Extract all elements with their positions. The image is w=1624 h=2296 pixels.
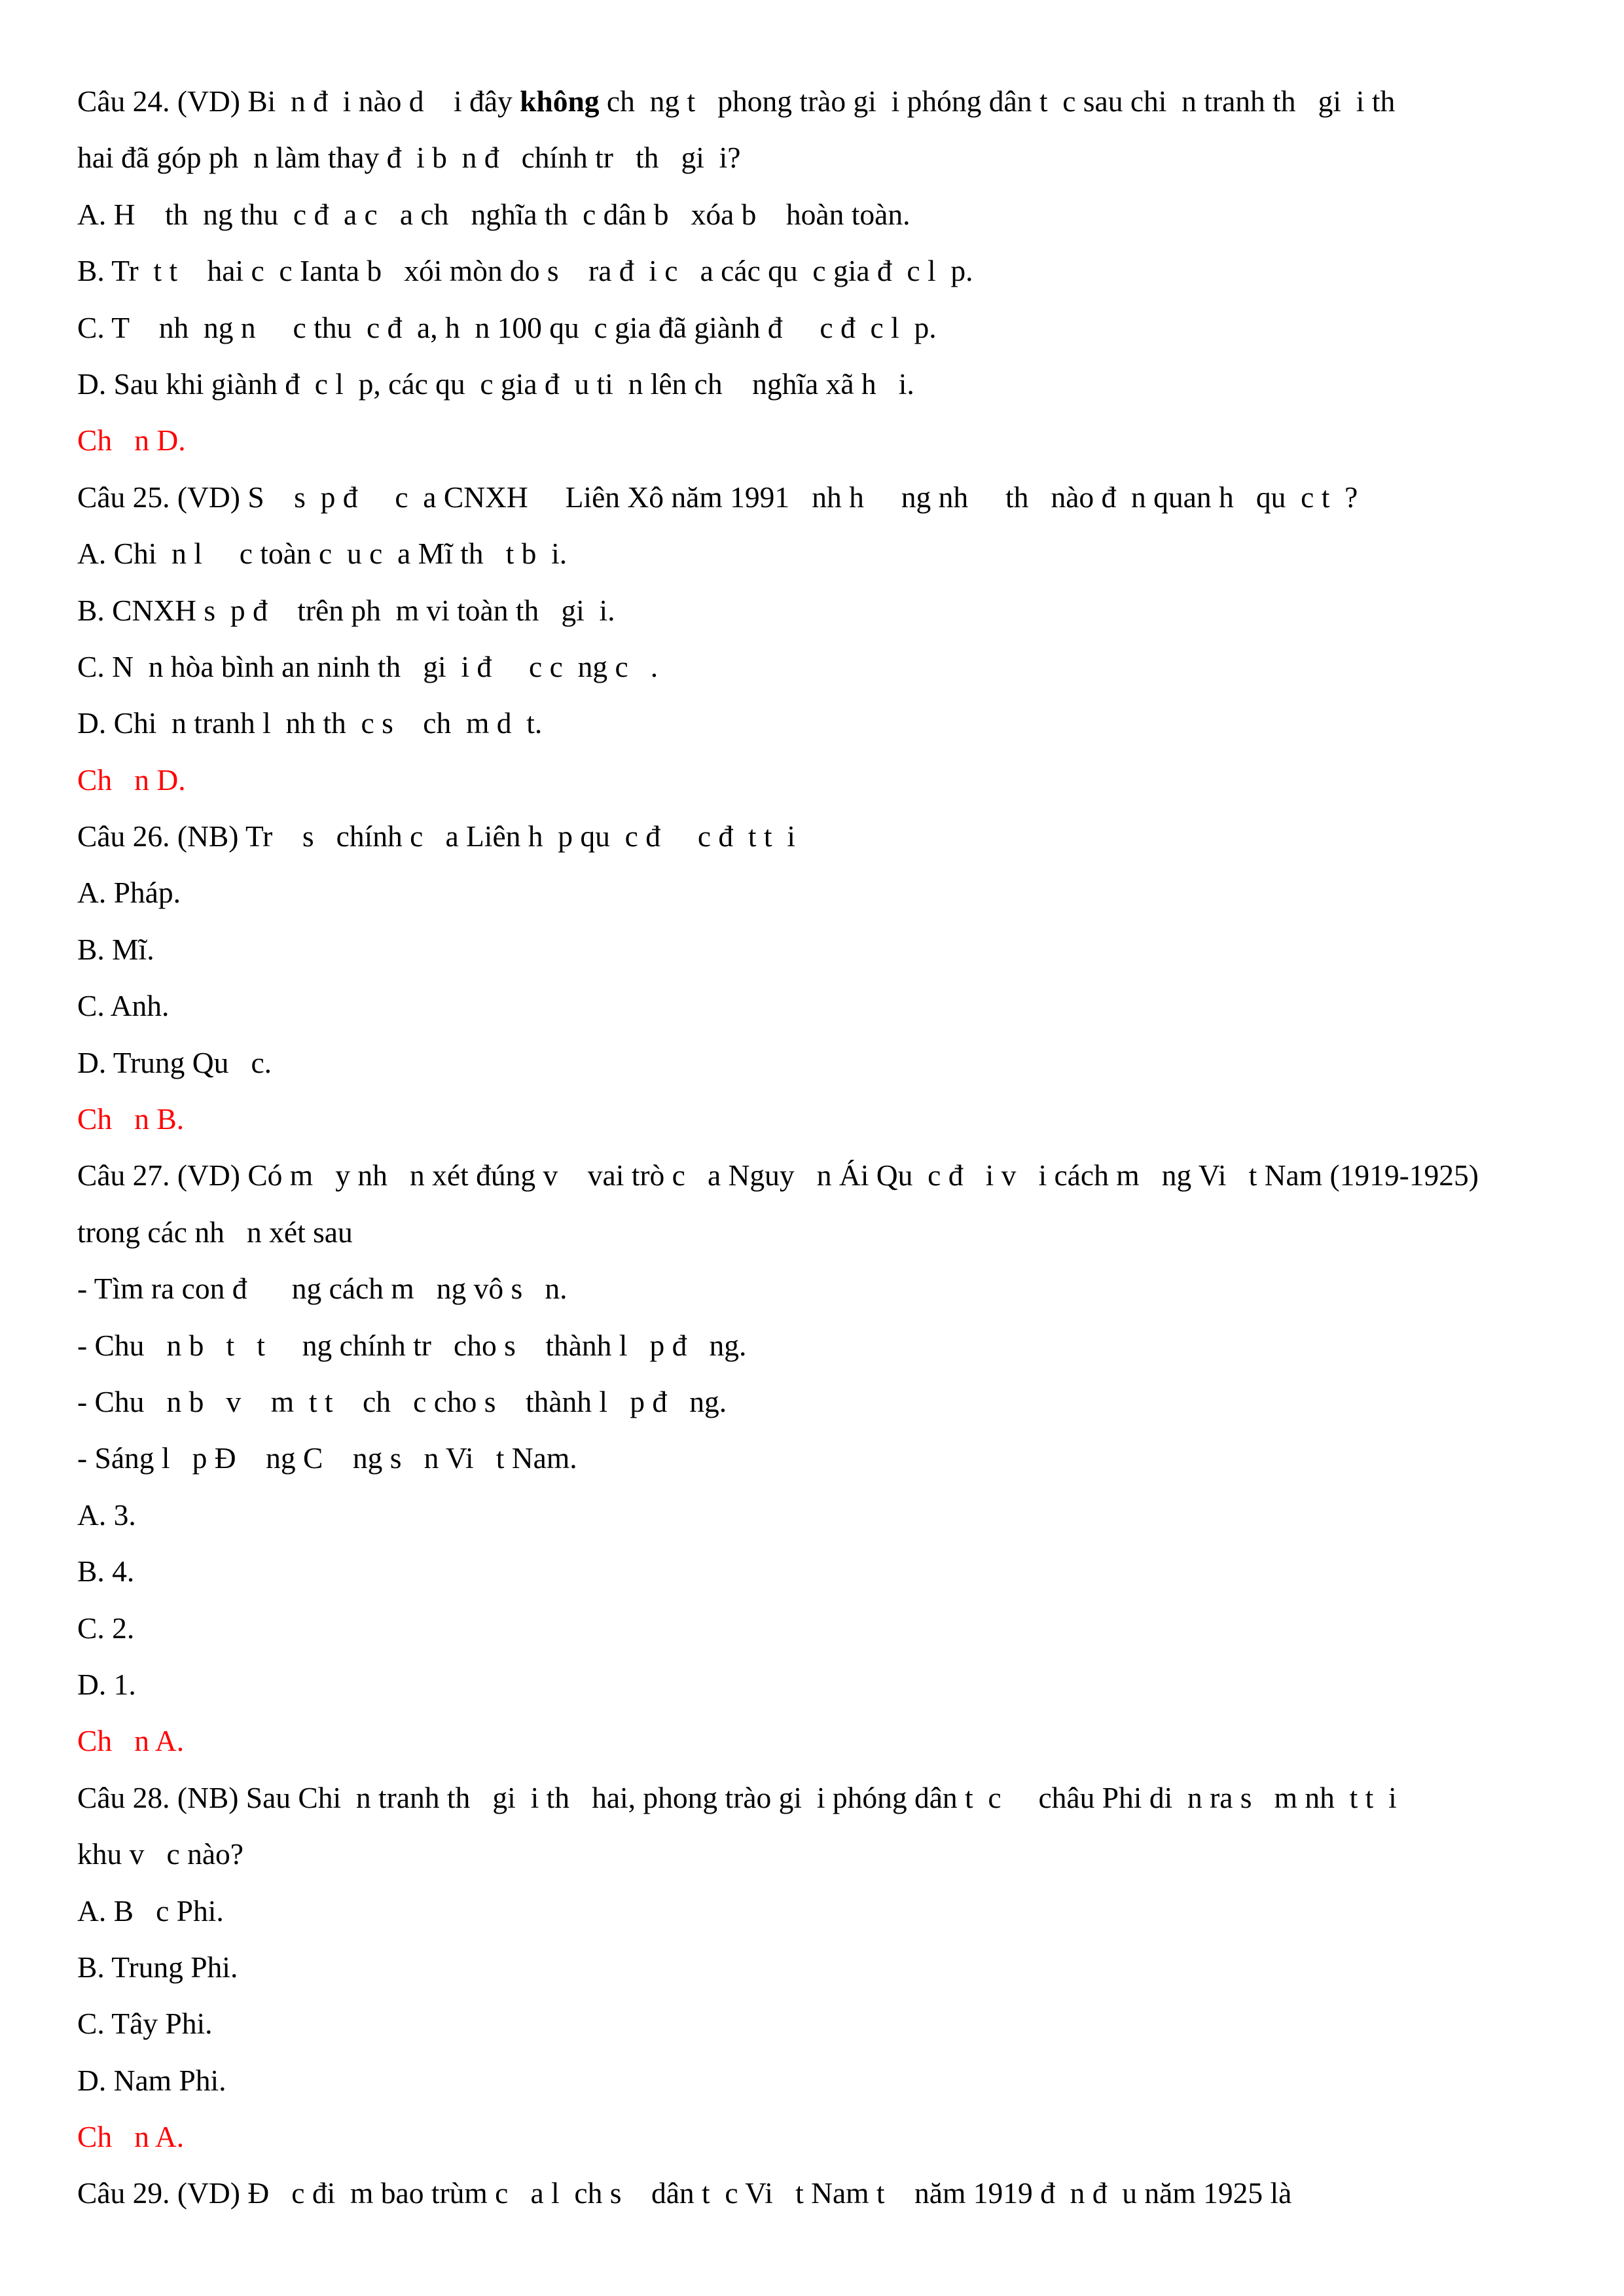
question-28-option-d: D. Nam Phi. <box>77 2063 226 2097</box>
question-28-answer: Ch n A. <box>77 2120 185 2154</box>
question-25-line-1: Câu 25. (VD) S s p đ c a CNXH Liên Xô năm 1991 nh h ng nh th nào đ n quan h qu c t ? <box>77 480 1358 514</box>
question-25-answer: Ch n D. <box>77 762 186 797</box>
question-28-line-1: Câu 28. (NB) Sau Chi n tranh th gi i th hai, phong trào gi i phóng dân t c châu Phi di n ra s m nh t t i <box>77 1780 1397 1814</box>
question-25-option-d: D. Chi n tranh l nh th c s ch m d t. <box>77 706 543 740</box>
question-27-answer: Ch n A. <box>77 1724 185 1758</box>
question-26-option-c: C. Anh. <box>77 989 170 1023</box>
question-26-line-1: Câu 26. (NB) Tr s chính c a Liên h p qu c đ c đ t t i <box>77 819 795 853</box>
question-24-line-2: hai đã góp ph n làm thay đ i b n đ chính tr th gi i? <box>77 141 741 175</box>
question-24-option-a: A. H th ng thu c đ a c a ch nghĩa th c dân b xóa b hoàn toàn. <box>77 197 911 231</box>
document-page <box>77 73 1557 2222</box>
question-24-option-c: C. T nh ng n c thu c đ a, h n 100 qu c gia đã giành đ c đ c l p. <box>77 310 937 344</box>
question-25-option-b: B. CNXH s p đ trên ph m vi toàn th gi i. <box>77 593 615 627</box>
question-26-option-d: D. Trung Qu c. <box>77 1045 272 1079</box>
question-28-line-2: khu v c nào? <box>77 1837 244 1871</box>
question-24-option-d: D. Sau khi giành đ c l p, các qu c gia đ u ti n lên ch nghĩa xã h i. <box>77 367 914 401</box>
question-26-option-a: A. Pháp. <box>77 876 181 910</box>
question-29-line-1: Câu 29. (VD) Đ c đi m bao trùm c a l ch s dân t c Vi t Nam t năm 1919 đ n đ u năm 1925 là <box>77 2176 1292 2210</box>
question-27-option-c: C. 2. <box>77 1611 135 1645</box>
question-26-option-b: B. Mĩ. <box>77 932 154 966</box>
question-28-option-b: B. Trung Phi. <box>77 1950 238 1984</box>
question-27-statement-1: - Tìm ra con đ ng cách m ng vô s n. <box>77 1272 568 1306</box>
question-24-text-cont: ch ng t phong trào gi i phóng dân t c sau chi n tranh th gi i th <box>599 84 1396 118</box>
question-27-statement-2: - Chu n b t t ng chính tr cho s thành l p đ ng. <box>77 1328 747 1362</box>
question-27-option-b: B. 4. <box>77 1554 135 1588</box>
question-25-option-a: A. Chi n l c toàn c u c a Mĩ th t b i. <box>77 537 568 571</box>
question-28-option-c: C. Tây Phi. <box>77 2007 213 2041</box>
question-27-option-d: D. 1. <box>77 1667 136 1701</box>
question-24-emphasis: không <box>520 84 600 118</box>
question-27-statement-3: - Chu n b v m t t ch c cho s thành l p đ ng. <box>77 1384 727 1418</box>
question-25-option-c: C. N n hòa bình an ninh th gi i đ c c ng c . <box>77 649 659 683</box>
question-26-answer: Ch n B. <box>77 1102 185 1136</box>
question-27-statement-4: - Sáng l p Đ ng C ng s n Vi t Nam. <box>77 1441 577 1475</box>
question-24-line-1 <box>77 73 1557 130</box>
question-27-line-2: trong các nh n xét sau <box>77 1215 353 1249</box>
question-24-answer: Ch n D. <box>77 423 186 457</box>
question-27-option-a: A. 3. <box>77 1498 136 1532</box>
question-24-option-b: B. Tr t t hai c c Ianta b xói mòn do s ra đ i c a các qu c gia đ c l p. <box>77 254 973 288</box>
question-27-line-1: Câu 27. (VD) Có m y nh n xét đúng v vai trò c a Nguy n Ái Qu c đ i v i cách m ng Vi t Nam (1919-1925) <box>77 1158 1479 1193</box>
question-28-option-a: A. B c Phi. <box>77 1893 224 1928</box>
question-24-text: Câu 24. (VD) Bi n đ i nào d i đây <box>77 84 520 118</box>
